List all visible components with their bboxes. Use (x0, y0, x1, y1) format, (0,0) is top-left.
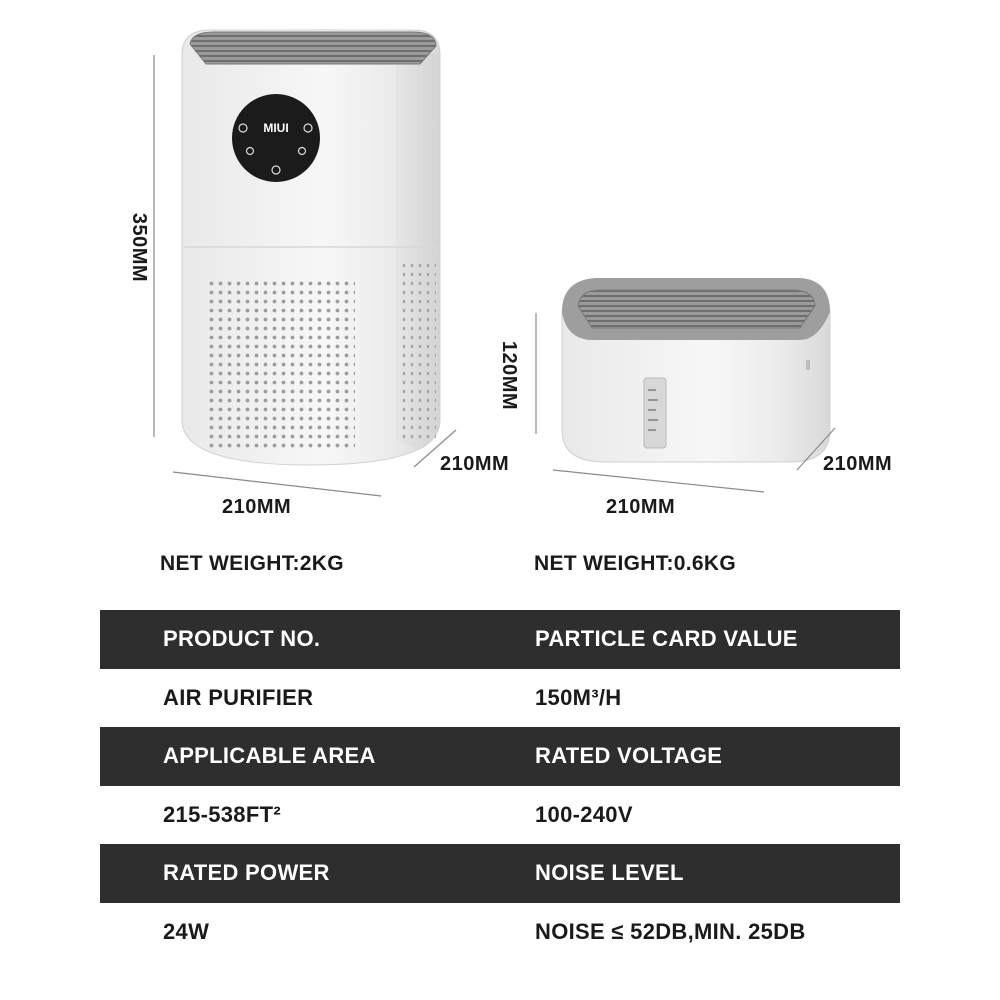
small-net-weight: NET WEIGHT:0.6KG (534, 552, 736, 575)
spec-header-right: NOISE LEVEL (535, 860, 684, 886)
spec-row (100, 844, 900, 903)
spec-value-right: 150M³/H (535, 684, 622, 710)
large-purifier (182, 30, 440, 465)
spec-header-right: PARTICLE CARD VALUE (535, 626, 798, 652)
brand-logo: MIUI (263, 121, 289, 135)
spec-value-right: NOISE ≤ 52DB,MIN. 25DB (535, 918, 806, 944)
small-depth-label: 210MM (823, 453, 893, 475)
spec-value-right: 100-240V (535, 801, 633, 827)
water-level-window (644, 378, 666, 448)
control-display (232, 94, 320, 182)
spec-header-right: RATED VOLTAGE (535, 743, 723, 769)
large-net-weight: NET WEIGHT:2KG (160, 552, 344, 575)
spec-header-left: RATED POWER (163, 860, 330, 886)
small-height-label: 120MM (498, 340, 521, 411)
spec-header-left: PRODUCT NO. (163, 626, 321, 652)
spec-value-left: 215-538FT² (163, 801, 281, 827)
spec-row (100, 786, 900, 845)
spec-table (100, 610, 900, 961)
small-purifier (562, 278, 830, 462)
large-depth-label: 210MM (440, 453, 510, 475)
spec-row (100, 669, 900, 728)
spec-value-left: 24W (163, 918, 210, 944)
spec-row (100, 903, 900, 962)
spec-row (100, 610, 900, 669)
spec-header-left: APPLICABLE AREA (163, 743, 376, 769)
large-height-label: 350MM (128, 212, 151, 283)
spec-value-left: AIR PURIFIER (163, 684, 314, 710)
small-width-label: 210MM (606, 496, 676, 518)
large-width-label: 210MM (222, 496, 292, 518)
spec-row (100, 727, 900, 786)
